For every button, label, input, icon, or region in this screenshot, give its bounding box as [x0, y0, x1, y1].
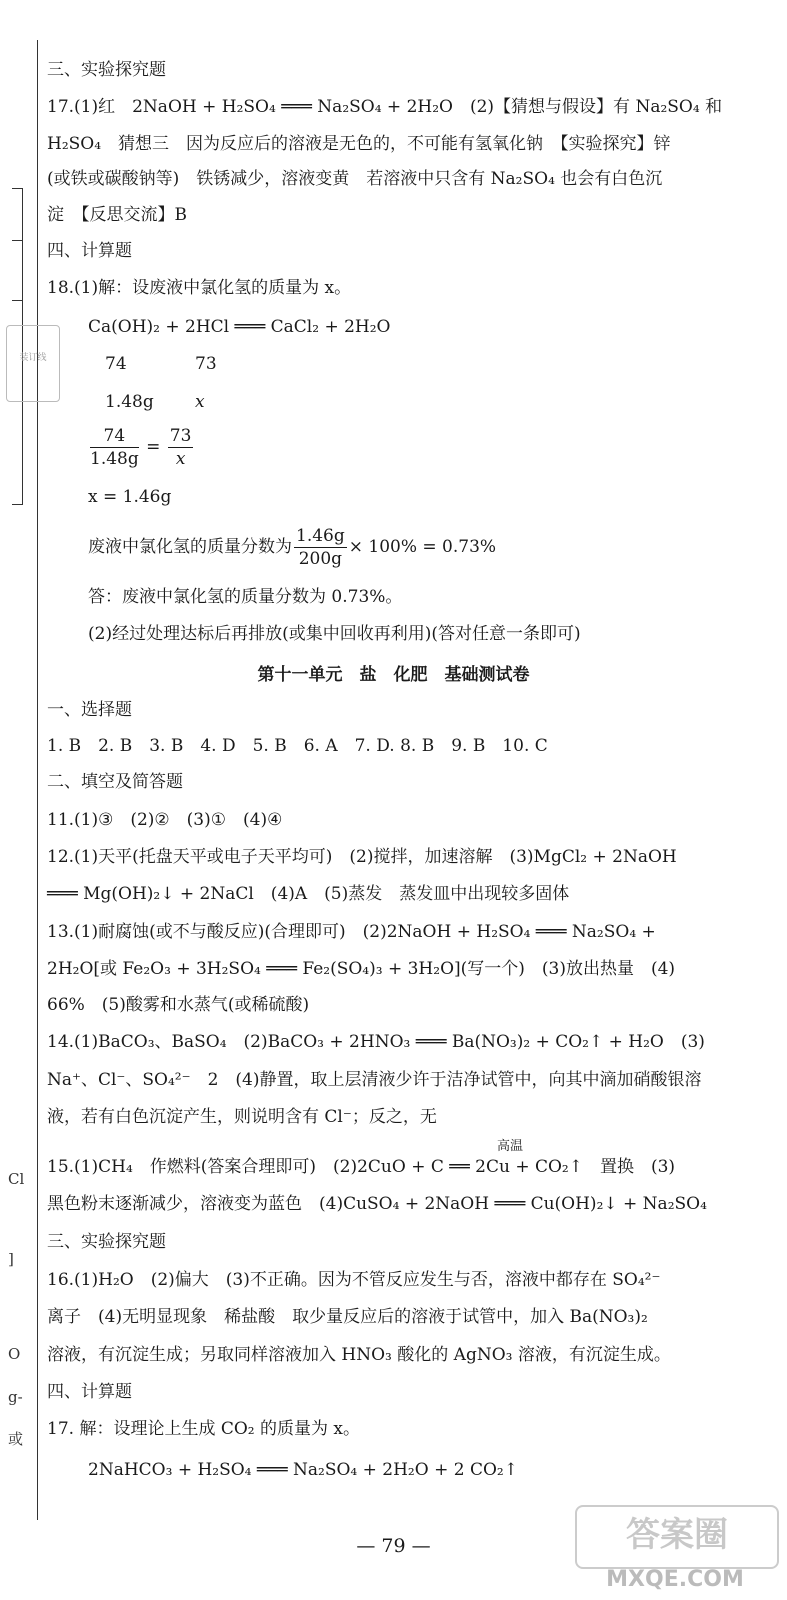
answer-line: ═══ Mg(OH)₂↓ + 2NaCl (4)A (5)蒸发 蒸发皿中出现较多固体 [47, 884, 570, 904]
margin-fragment: ] [8, 1250, 14, 1268]
answer-line: 1. B 2. B 3. B 4. D 5. B 6. A 7. D. 8. B 9. B 10. C [47, 736, 548, 756]
binding-tick [12, 300, 22, 301]
answer-line: 17.(1)红 2NaOH + H₂SO₄ ═══ Na₂SO₄ + 2H₂O (2)【猜想与假设】有 Na₂SO₄ 和 [47, 97, 723, 117]
fraction: $\frac{1.46g}{200g}$ [296, 526, 345, 569]
equation-coefficient: 74 [105, 354, 127, 374]
page-number: — 79 — [356, 1535, 431, 1557]
answer-line: 12.(1)天平(托盘天平或电子天平均可) (2)搅拌，加速溶解 (3)MgCl₂ + 2NaOH [47, 847, 677, 867]
margin-fragment: 或 [8, 1430, 24, 1448]
section-heading: 四、计算题 [47, 1382, 132, 1402]
answer-line: 黑色粉末逐渐减少，溶液变为蓝色 (4)CuSO₄ + 2NaOH ═══ Cu(OH)₂↓ + Na₂SO₄ [47, 1194, 707, 1214]
answer-line: (2)经过处理达标后再排放(或集中回收再利用)(答对任意一条即可) [88, 624, 581, 644]
section-heading: 二、填空及简答题 [47, 772, 183, 792]
binding-stamp: 装订线 [6, 325, 60, 402]
answer-line: 18.(1)解：设废液中氯化氢的质量为 x。 [47, 278, 352, 298]
answer-line: 15.(1)CH₄ 作燃料(答案合理即可) (2)2CuO + C ══ 2Cu + CO₂↑ 置换 (3) [47, 1157, 676, 1177]
answer-line: 16.(1)H₂O (2)偏大 (3)不正确。因为不管反应发生与否，溶液中都存在 SO₄²⁻ [47, 1270, 661, 1290]
section-heading: 三、实验探究题 [47, 60, 166, 80]
fraction: $\frac{74}{1.48g}$ [90, 426, 139, 469]
margin-fragment: Cl [8, 1170, 25, 1188]
answer-line: 废液中氯化氢的质量分数为 $\frac{1.46g}{200g}$ × 100% = 0.73% [88, 526, 497, 569]
answer-line: (或铁或碳酸钠等) 铁锈减少，溶液变黄 若溶液中只含有 Na₂SO₄ 也会有白色沉 [47, 169, 663, 189]
section-heading: 四、计算题 [47, 241, 132, 261]
margin-fragment: O [8, 1345, 21, 1363]
watermark [575, 1505, 775, 1597]
fraction: $\frac{73}{x}$ [169, 426, 192, 469]
binding-tick [12, 240, 22, 241]
watermark-url: MXQE.COM [606, 1567, 744, 1592]
answer-line: 答：废液中氯化氢的质量分数为 0.73%。 [88, 587, 403, 607]
answer-line: 17. 解：设理论上生成 CO₂ 的质量为 x。 [47, 1419, 360, 1439]
margin-fragment: g- [8, 1388, 23, 1406]
answer-line: 离子 (4)无明显现象 稀盐酸 取少量反应后的溶液于试管中，加入 Ba(NO₃)₂ [47, 1307, 648, 1327]
answer-line: 淀 【反思交流】B [47, 205, 187, 225]
section-heading: 三、实验探究题 [47, 1232, 166, 1252]
reaction-condition: 高温 [497, 1139, 524, 1154]
answer-line: H₂SO₄ 猜想三 因为反应后的溶液是无色的，不可能有氢氧化钠 【实验探究】锌 [47, 134, 671, 154]
proportion-line: $\frac{74}{1.48g}$ = $\frac{73}{x}$ [90, 426, 192, 469]
answer-line: 2H₂O[或 Fe₂O₃ + 3H₂SO₄ ═══ Fe₂(SO₄)₃ + 3H₂O](写一个) (3)放出热量 (4) [47, 959, 676, 979]
answer-line: Na⁺、Cl⁻、SO₄²⁻ 2 (4)静置，取上层清液少许于洁净试管中，向其中滴加硝酸银溶 [47, 1070, 702, 1090]
equation-coefficient: x [195, 392, 205, 412]
page-title: 第十一单元 盐 化肥 基础测试卷 [257, 665, 530, 685]
answer-line: 14.(1)BaCO₃、BaSO₄ (2)BaCO₃ + 2HNO₃ ═══ Ba(NO₃)₂ + CO₂↑ + H₂O (3) [47, 1032, 705, 1052]
answer-line: x = 1.46g [88, 487, 172, 507]
section-heading: 一、选择题 [47, 700, 132, 720]
equation-line: Ca(OH)₂ + 2HCl ═══ CaCl₂ + 2H₂O [88, 317, 391, 337]
equation-coefficient: 73 [195, 354, 217, 374]
answer-line: 溶液，有沉淀生成；另取同样溶液加入 HNO₃ 酸化的 AgNO₃ 溶液，有沉淀生成。 [47, 1345, 671, 1365]
answer-line: 13.(1)耐腐蚀(或不与酸反应)(合理即可) (2)2NaOH + H₂SO₄ ═══ Na₂SO₄ + [47, 922, 656, 942]
equation-coefficient: 1.48g [105, 392, 154, 412]
answer-line: 66% (5)酸雾和水蒸气(或稀硫酸) [47, 995, 310, 1015]
answer-line: 11.(1)③ (2)② (3)① (4)④ [47, 810, 283, 830]
left-margin-rule [37, 40, 38, 1520]
equation-line: 2NaHCO₃ + H₂SO₄ ═══ Na₂SO₄ + 2H₂O + 2 CO₂↑ [88, 1460, 518, 1480]
answer-line: 液，若有白色沉淀产生，则说明含有 Cl⁻；反之，无 [47, 1107, 437, 1127]
watermark-logo: 答案圈 [575, 1505, 779, 1569]
